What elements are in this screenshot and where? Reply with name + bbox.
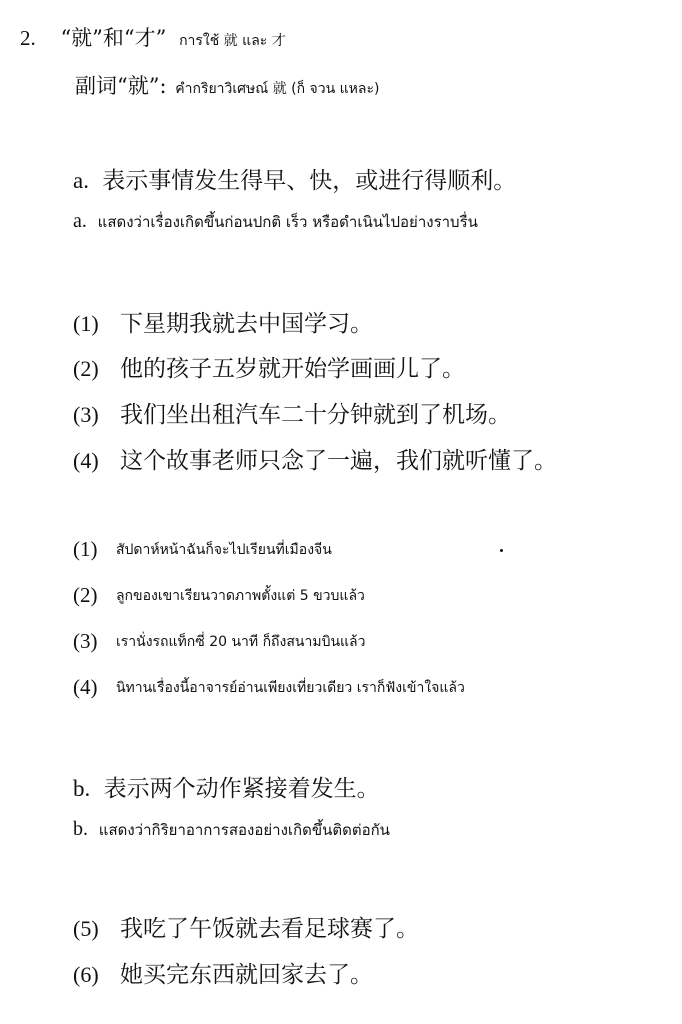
- section-b-text-th: แสดงว่ากิริยาอาการสองอย่างเกิดขึ้นติดต่อกัน: [98, 821, 390, 839]
- example-number: (3): [73, 402, 99, 427]
- example-number: (2): [73, 583, 98, 607]
- section-a-th: [73, 210, 478, 234]
- example-text: 这个故事老师只念了一遍，我们就听懂了。: [119, 448, 557, 474]
- example-text: เรานั่งรถแท็กซี่ 20 นาที ก็ถึงสนามบินแล้ว: [115, 634, 366, 650]
- heading-zh: “就”和“才”: [60, 26, 167, 50]
- example-text: 她买完东西就回家去了。: [119, 962, 373, 988]
- example-th: [73, 583, 365, 608]
- section-a-label-th: a.: [73, 210, 87, 232]
- subheading-line: [75, 70, 379, 100]
- example-zh: [73, 956, 373, 989]
- example-zh: [73, 910, 419, 943]
- example-text: 下星期我就去中国学习。: [119, 311, 373, 337]
- example-text: 我们坐出租汽车二十分钟就到了机场。: [119, 402, 511, 428]
- example-text: นิทานเรื่องนี้อาจารย์อ่านเพียงเที่ยวเดียว เราก็ฟังเข้าใจแล้ว: [115, 680, 465, 696]
- example-text: 我吃了午饭就去看足球赛了。: [119, 916, 419, 942]
- section-number: 2.: [20, 26, 36, 50]
- example-number: (1): [73, 311, 99, 336]
- example-number: (1): [73, 537, 98, 561]
- example-text: ลูกของเขาเรียนวาดภาพตั้งแต่ 5 ขวบแล้ว: [115, 588, 365, 604]
- stray-dot: [500, 549, 503, 552]
- example-number: (5): [73, 916, 99, 941]
- example-text: 他的孩子五岁就开始学画画儿了。: [119, 356, 465, 382]
- example-zh: [73, 350, 465, 383]
- section-b-text-zh: 表示两个动作紧接着发生。: [103, 776, 380, 802]
- section-a-text-th: แสดงว่าเรื่องเกิดขึ้นก่อนปกติ เร็ว หรือดำเนินไปอย่างราบรื่น: [97, 213, 478, 231]
- example-th: [73, 629, 366, 654]
- subheading-zh: 副词“就”:: [75, 74, 167, 98]
- section-a-text-zh: 表示事情发生得早、快，或进行得顺利。: [102, 168, 517, 194]
- example-number: (3): [73, 629, 98, 653]
- section-b-label-th: b.: [73, 818, 88, 840]
- example-th: [73, 537, 332, 562]
- example-number: (2): [73, 356, 99, 381]
- example-zh: [73, 442, 557, 475]
- example-text: สัปดาห์หน้าฉันก็จะไปเรียนที่เมืองจีน: [115, 542, 332, 558]
- section-a-zh: [73, 162, 516, 195]
- section-b-zh: [73, 770, 380, 803]
- section-b-label: b.: [73, 776, 91, 801]
- example-th: [73, 675, 465, 700]
- example-number: (4): [73, 448, 99, 473]
- section-a-label: a.: [73, 168, 89, 193]
- example-number: (4): [73, 675, 98, 699]
- subheading-th: คำกริยาวิเศษณ์ 就 (ก็ จวน แหละ): [175, 81, 380, 97]
- heading-th: การใช้ 就 และ 才: [179, 33, 286, 49]
- heading-line: [20, 22, 286, 52]
- example-zh: [73, 396, 511, 429]
- example-zh: [73, 305, 373, 338]
- example-number: (6): [73, 962, 99, 987]
- section-b-th: [73, 818, 390, 842]
